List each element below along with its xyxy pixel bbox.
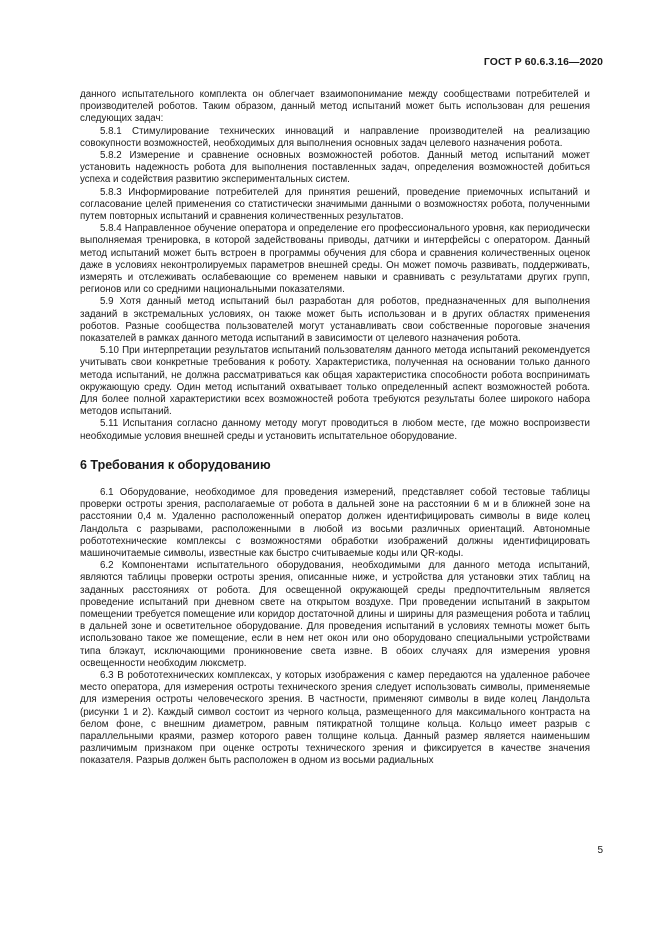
paragraph-6-2: 6.2 Компонентами испытательного оборудования, необходимыми для данного метода испытаний, являются таблицы проверки остроты зрения, описанные ниже, и устройства для установки этих таблиц на заданных расстояниях от робота. Для освещенной окружающей среды предпочтительным является проведение испытаний при дневном свете на открытом воздухе. При проведении испытаний в закрытом помещении требуется помещение или коридор достаточной длины и ширины для размещения робота и таблиц в дальней зоне и осветительное оборудование. Для проведения испытаний в условиях темноты может быть использовано такое же помещение, если в нем нет окон или оно оборудовано специальными устройствами типа блэкаут, исключающими проникновение света извне. В обоих случаях для измерения уровня освещенности необходим люксметр. <box>80 560 590 669</box>
paragraph-5-11: 5.11 Испытания согласно данному методу могут проводиться в любом месте, где можно воспроизвести необходимые условия внешней среды и установить испытательное оборудование. <box>80 418 590 442</box>
section-heading: 6 Требования к оборудованию <box>80 457 271 472</box>
paragraph-5-8-3: 5.8.3 Информирование потребителей для принятия решений, проведение приемочных испытаний и согласование целей применения со статистически значимыми данными о возможностях робота, полученными путем повторных испытаний и сравнения количественных результатов. <box>80 186 590 223</box>
paragraph-6-3: 6.3 В робототехнических комплексах, у которых изображения с камер передаются на удаленное рабочее место оператора, для измерения остроты технического зрения следует использовать символы, применяемые для измерения остроты человеческого зрения. В частности, применяют символы в виде колец Ландольта (рисунки 1 и 2). Каждый символ состоит из черного кольца, размещенного для максимального контраста на белом фоне, с внешним диаметром, равным пятикратной толщине кольца. Кольцо имеет разрыв с параллельными краями, размер которого равен толщине кольца. Данный размер является наименьшим различимым признаком при оценке остроты технического зрения и фиксируется в качестве значения показателя. Разрыв должен быть расположен в одном из восьми радиальных <box>80 669 590 767</box>
paragraph-5-8-1: 5.8.1 Стимулирование технических инноваций и направление производителей на реализацию совокупности возможностей, необходимых для выполнения основных задач целевого назначения робота. <box>80 125 590 149</box>
paragraph-5-8-2: 5.8.2 Измерение и сравнение основных возможностей роботов. Данный метод испытаний может установить надежность робота для выполнения поставленных задач, определения возможностей добиться успеха и содействия развитию экспериментальных систем. <box>80 150 590 186</box>
paragraph: данного испытательного комплекта он облегчает взаимопонимание между сообществами потребителей и производителей роботов. Таким образом, данный метод испытаний может быть использован для решения следующих задач: <box>80 89 590 125</box>
page-number: 5 <box>597 845 603 856</box>
document-header: ГОСТ Р 60.6.3.16—2020 <box>483 57 603 68</box>
paragraph-5-8-4: 5.8.4 Направленное обучение оператора и определение его профессионального уровня, как периодически выполняемая тренировка, в которой задействованы приводы, датчики и интерфейсы с оператором. Данный метод испытаний может быть встроен в программы обучения для сбора и сравнения количественных оценок даже в условиях неконтролируемых параметров внешней среды. Он может помочь развивать, поддерживать, измерять и отслеживать ослабевающие со временем навыки и сравнивать с результатами других групп, регионов или со средними национальными показателями. <box>80 223 590 296</box>
document-body <box>80 89 590 768</box>
paragraph-5-9: 5.9 Хотя данный метод испытаний был разработан для роботов, предназначенных для выполнения заданий в экстремальных условиях, он также может быть использован и в других областях применения роботов. Разные сообщества пользователей могут устанавливать свои собственные пороговые значения показателей в рамках данного метода испытаний в зависимости от целевого назначения робота. <box>80 296 590 345</box>
paragraph-5-10: 5.10 При интерпретации результатов испытаний пользователям данного метода испытаний рекомендуется учитывать свои конкретные требования к роботу. Характеристика, полученная на основании только данного метода испытаний, не должна рассматриваться как общая характеристика способности робота воспринимать окружающую среду. Один метод испытаний охватывает только определенный аспект возможностей робота. Для более полной характеристики всех возможностей робота требуются результаты более широкого набора методов испытаний. <box>80 345 590 418</box>
paragraph-6-1: 6.1 Оборудование, необходимое для проведения измерений, представляет собой тестовые таблицы проверки остроты зрения, располагаемые от робота в дальней зоне на расстоянии 6 м и в ближней зоне на расстоянии 0,4 м. Удаленно расположенный оператор должен идентифицировать символы в виде колец Ландольта с разрывами, расположенными в любой из восьми различных ориентаций. Автономные робототехнические комплексы с возможностями обработки изображений должны идентифицировать машиночитаемые символы, известные как быстро считываемые коды или QR-коды. <box>80 486 590 559</box>
